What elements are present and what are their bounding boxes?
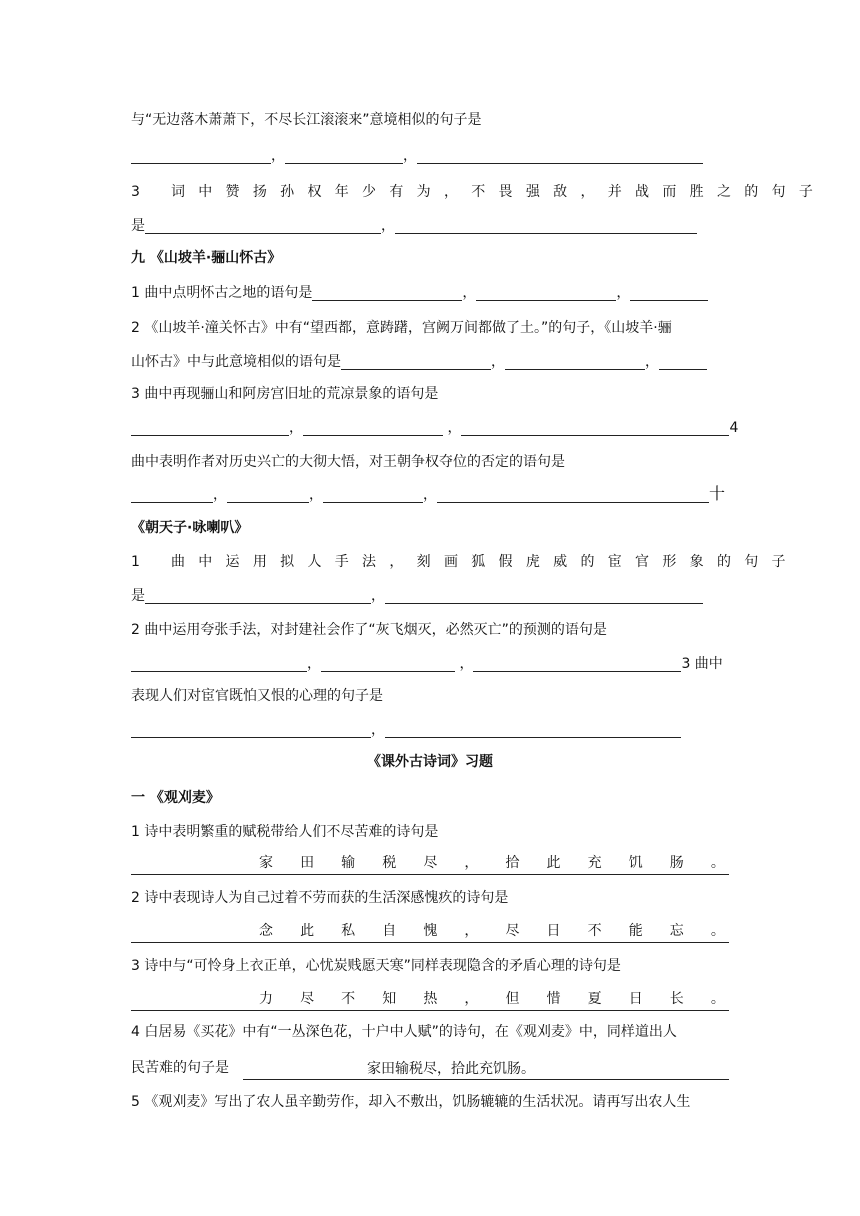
answer-char: 尽 bbox=[423, 855, 438, 871]
answer-char: 尽 bbox=[505, 923, 520, 939]
answer-char: 忘 bbox=[669, 923, 684, 939]
answer-char: 充 bbox=[587, 855, 602, 871]
answer-char: 日 bbox=[546, 923, 561, 939]
comma: ， bbox=[462, 285, 477, 301]
comma: ， bbox=[289, 420, 303, 436]
answer-blank[interactable] bbox=[312, 285, 462, 301]
answer-char: 日 bbox=[628, 991, 643, 1007]
comma: ， bbox=[403, 148, 417, 164]
answer-blank[interactable] bbox=[341, 354, 491, 370]
question-line bbox=[131, 283, 708, 303]
question-line bbox=[131, 1058, 729, 1080]
answer-char: 肠 bbox=[669, 855, 684, 871]
answer-blanks-row bbox=[131, 216, 697, 236]
comma: ， bbox=[309, 487, 323, 503]
answer-blank[interactable] bbox=[461, 420, 729, 436]
question-line: 3 曲中再现骊山和阿房宫旧址的荒凉景象的语句是 bbox=[131, 386, 439, 402]
question-line: 曲中表明作者对历史兴亡的大彻大悟，对王朝争权夺位的否定的语句是 bbox=[131, 454, 565, 470]
question-line bbox=[131, 352, 707, 372]
answer-text bbox=[259, 988, 729, 1008]
comma: ， bbox=[645, 354, 659, 370]
question-line: 2 诗中表现诗人为自己过着不劳而获的生活深感愧疚的诗句是 bbox=[131, 890, 509, 906]
question-line: 2 《山坡羊·潼关怀古》中有“望西都，意踌躇，宫阙万间都做了土。”的句子，《山坡羊·骊 bbox=[131, 320, 672, 336]
question-line: 3 词中赞扬孙权年少有为，不畏强敌，并战而胜之的句子 bbox=[131, 184, 827, 200]
answer-blank[interactable] bbox=[385, 588, 703, 604]
question-line: 1 诗中表明繁重的赋税带给人们不尽苦难的诗句是 bbox=[131, 824, 439, 840]
answer-blank[interactable] bbox=[473, 656, 681, 672]
question-text: 是 bbox=[131, 218, 145, 234]
question-line: 4 白居易《买花》中有“一丛深色花，十户中人赋”的诗句，在《观刈麦》中，同样道出人 bbox=[131, 1024, 677, 1040]
answer-char: 此 bbox=[546, 855, 561, 871]
answer-char: 但 bbox=[505, 991, 520, 1007]
section-number: 十 bbox=[709, 484, 726, 503]
answer-char: 田 bbox=[300, 855, 315, 871]
answer-line[interactable] bbox=[131, 988, 729, 1011]
answer-blanks-row bbox=[131, 418, 738, 438]
answer-char: 饥 bbox=[628, 855, 643, 871]
answer-blank[interactable] bbox=[145, 218, 381, 234]
answer-blank[interactable] bbox=[303, 420, 443, 436]
answer-blanks-row bbox=[131, 484, 725, 504]
page-heading: 《课外古诗词》习题 bbox=[367, 754, 493, 770]
answer-char: 此 bbox=[300, 923, 315, 939]
answer-char: 惜 bbox=[546, 991, 561, 1007]
answer-char: 家 bbox=[259, 855, 273, 871]
answer-char: 自 bbox=[382, 923, 397, 939]
question-text: 3 曲中 bbox=[681, 656, 723, 672]
answer-text bbox=[259, 852, 729, 872]
answer-blank[interactable] bbox=[131, 420, 289, 436]
answer-blank[interactable] bbox=[476, 285, 616, 301]
question-line: 3 诗中与“可怜身上衣正单，心忧炭贱愿天寒”同样表现隐含的矛盾心理的诗句是 bbox=[131, 958, 621, 974]
answer-char: 输 bbox=[341, 855, 356, 871]
answer-line[interactable] bbox=[131, 920, 729, 943]
answer-char: 念 bbox=[259, 923, 273, 939]
answer-blank[interactable] bbox=[131, 148, 271, 164]
answer-char: 不 bbox=[341, 991, 356, 1007]
answer-char: 。 bbox=[710, 855, 725, 871]
comma: ， bbox=[371, 588, 385, 604]
answer-char: 尽 bbox=[300, 991, 315, 1007]
comma: ， bbox=[307, 656, 321, 672]
comma: ， bbox=[271, 148, 285, 164]
answer-blank[interactable] bbox=[395, 218, 697, 234]
comma: ， bbox=[447, 420, 462, 436]
answer-text bbox=[259, 920, 729, 940]
answer-char: ， bbox=[464, 923, 479, 939]
answer-char: 长 bbox=[669, 991, 684, 1007]
answer-blank[interactable] bbox=[131, 487, 213, 503]
comma: ， bbox=[459, 656, 474, 672]
answer-blank[interactable] bbox=[659, 354, 707, 370]
question-line: 表现人们对宦官既怕又恨的心理的句子是 bbox=[131, 688, 383, 704]
comma: ， bbox=[371, 722, 385, 738]
comma: ， bbox=[381, 218, 395, 234]
answer-char: ， bbox=[464, 855, 479, 871]
answer-blank[interactable] bbox=[227, 487, 309, 503]
section-title: 一 《观刈麦》 bbox=[131, 790, 220, 806]
answer-blank[interactable] bbox=[145, 588, 371, 604]
answer-text: 家田输税尽，拾此充饥肠。 bbox=[367, 1061, 535, 1077]
answer-char: 热 bbox=[423, 991, 438, 1007]
answer-char: 能 bbox=[628, 923, 643, 939]
answer-char: 私 bbox=[341, 923, 356, 939]
answer-blank[interactable] bbox=[417, 148, 703, 164]
comma: ， bbox=[213, 487, 227, 503]
question-line: 5 《观刈麦》写出了农人虽辛勤劳作，却入不敷出，饥肠辘辘的生活状况。请再写出农人生 bbox=[131, 1094, 691, 1110]
question-number: 4 bbox=[729, 420, 739, 436]
answer-line[interactable] bbox=[131, 852, 729, 875]
answer-blanks-row bbox=[131, 654, 723, 674]
answer-char: ， bbox=[464, 991, 479, 1007]
answer-char: 拾 bbox=[505, 855, 520, 871]
question-text: 民苦难的句子是 bbox=[131, 1060, 229, 1076]
answer-blank[interactable] bbox=[630, 285, 708, 301]
answer-blanks-row bbox=[131, 146, 703, 166]
question-line: 1 曲中运用拟人手法，刻画狐假虎威的宦官形象的句子 bbox=[131, 554, 799, 570]
answer-char: 。 bbox=[710, 923, 725, 939]
answer-blank[interactable] bbox=[505, 354, 645, 370]
section-title: 九 《山坡羊·骊山怀古》 bbox=[131, 250, 282, 266]
answer-char: 力 bbox=[259, 991, 273, 1007]
answer-char: 税 bbox=[382, 855, 397, 871]
comma: ， bbox=[616, 285, 631, 301]
answer-char: 知 bbox=[382, 991, 397, 1007]
answer-char: 愧 bbox=[423, 923, 438, 939]
comma: ， bbox=[491, 354, 505, 370]
answer-blank[interactable] bbox=[131, 656, 307, 672]
answer-blank[interactable] bbox=[385, 722, 681, 738]
question-text: 山怀古》中与此意境相似的语句是 bbox=[131, 354, 341, 370]
answer-char: 不 bbox=[587, 923, 602, 939]
answer-blank[interactable] bbox=[285, 148, 403, 164]
question-text: 是 bbox=[131, 588, 145, 604]
section-title: 《朝天子·咏喇叭》 bbox=[131, 520, 249, 536]
answer-blank[interactable] bbox=[437, 487, 709, 503]
answer-line[interactable] bbox=[243, 1059, 729, 1080]
question-text: 1 曲中点明怀古之地的语句是 bbox=[131, 285, 313, 301]
answer-blanks-row bbox=[131, 586, 703, 606]
answer-char: 夏 bbox=[587, 991, 602, 1007]
answer-blank[interactable] bbox=[321, 656, 455, 672]
answer-blank[interactable] bbox=[131, 722, 371, 738]
comma: ， bbox=[423, 487, 437, 503]
answer-char: 。 bbox=[710, 991, 725, 1007]
answer-blanks-row bbox=[131, 720, 681, 740]
question-line: 2 曲中运用夸张手法，对封建社会作了“灰飞烟灭，必然灭亡”的预测的语句是 bbox=[131, 622, 607, 638]
question-line: 与“无边落木萧萧下，不尽长江滚滚来”意境相似的句子是 bbox=[131, 112, 482, 128]
answer-blank[interactable] bbox=[323, 487, 423, 503]
